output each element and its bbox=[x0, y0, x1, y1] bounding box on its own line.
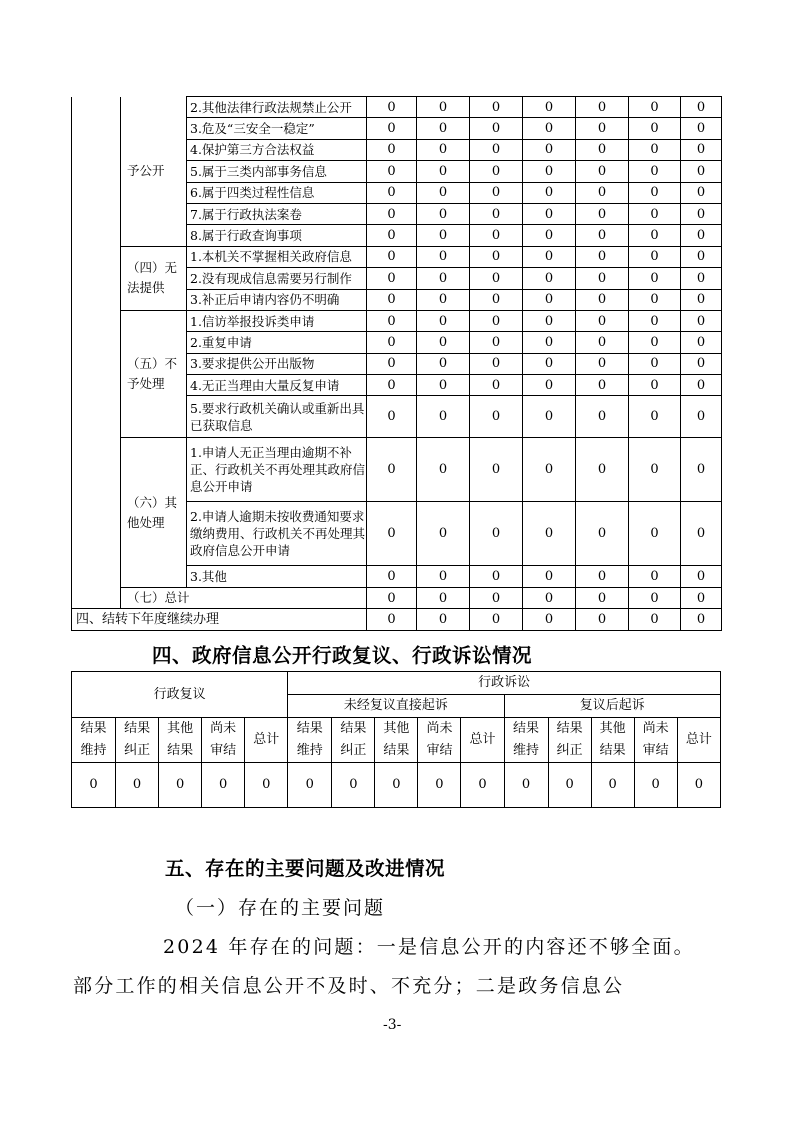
direct-suit-header: 未经复议直接起诉 bbox=[288, 695, 504, 718]
column-header: 结果 纠正 bbox=[548, 718, 591, 763]
value-cell: 0 bbox=[591, 763, 634, 808]
column-header: 结果 维持 bbox=[504, 718, 548, 763]
value-cell: 0 bbox=[417, 118, 470, 139]
value-cell: 0 bbox=[576, 438, 629, 502]
value-cell: 0 bbox=[367, 609, 417, 630]
value-cell: 0 bbox=[470, 268, 523, 289]
value-cell: 0 bbox=[367, 396, 417, 438]
value-cell: 0 bbox=[367, 161, 417, 182]
item-label: 6.属于四类过程性信息 bbox=[187, 182, 367, 203]
total-label: （七）总计 bbox=[121, 587, 367, 608]
column-header: 总计 bbox=[677, 718, 720, 763]
column-header: 尚未 审结 bbox=[418, 718, 461, 763]
section5-heading: 五、存在的主要问题及改进情况 bbox=[165, 857, 446, 880]
value-cell: 0 bbox=[548, 763, 591, 808]
carry-over-label: 四、结转下年度继续办理 bbox=[72, 609, 367, 630]
value-cell: 0 bbox=[470, 353, 523, 374]
value-cell: 0 bbox=[629, 353, 681, 374]
value-cell: 0 bbox=[417, 97, 470, 118]
column-header: 尚未 审结 bbox=[202, 718, 245, 763]
column-header: 其他 结果 bbox=[159, 718, 202, 763]
value-cell: 0 bbox=[681, 396, 722, 438]
item-label: 2.重复申请 bbox=[187, 332, 367, 353]
value-cell: 0 bbox=[576, 182, 629, 203]
value-cell: 0 bbox=[629, 203, 681, 224]
value-cell: 0 bbox=[523, 161, 576, 182]
column-header: 结果 维持 bbox=[288, 718, 332, 763]
item-label: 3.补正后申请内容仍不明确 bbox=[187, 289, 367, 310]
value-cell: 0 bbox=[417, 396, 470, 438]
item-label: 2.其他法律行政法规禁止公开 bbox=[187, 97, 367, 118]
column-header: 结果 纠正 bbox=[332, 718, 375, 763]
value-cell: 0 bbox=[367, 502, 417, 566]
value-cell: 0 bbox=[576, 502, 629, 566]
value-cell: 0 bbox=[523, 396, 576, 438]
value-cell: 0 bbox=[417, 332, 470, 353]
value-cell: 0 bbox=[417, 566, 470, 587]
value-cell: 0 bbox=[523, 353, 576, 374]
value-cell: 0 bbox=[634, 763, 677, 808]
item-label: 3.其他 bbox=[187, 566, 367, 587]
value-cell: 0 bbox=[681, 375, 722, 396]
value-cell: 0 bbox=[629, 182, 681, 203]
value-cell: 0 bbox=[681, 587, 722, 608]
value-cell: 0 bbox=[523, 438, 576, 502]
value-cell: 0 bbox=[681, 139, 722, 160]
category-label: （六）其他处理 bbox=[121, 438, 187, 587]
value-cell: 0 bbox=[367, 332, 417, 353]
value-cell: 0 bbox=[417, 268, 470, 289]
value-cell: 0 bbox=[470, 161, 523, 182]
admin-review-header: 行政复议 bbox=[72, 672, 288, 718]
value-cell: 0 bbox=[629, 97, 681, 118]
value-cell: 0 bbox=[523, 246, 576, 267]
value-cell: 0 bbox=[681, 609, 722, 630]
value-cell: 0 bbox=[470, 203, 523, 224]
value-cell: 0 bbox=[629, 310, 681, 331]
item-label: 7.属于行政执法案卷 bbox=[187, 203, 367, 224]
value-cell: 0 bbox=[576, 375, 629, 396]
value-cell: 0 bbox=[576, 310, 629, 331]
value-cell: 0 bbox=[367, 203, 417, 224]
value-cell: 0 bbox=[470, 396, 523, 438]
value-cell: 0 bbox=[470, 609, 523, 630]
value-cell: 0 bbox=[417, 438, 470, 502]
value-cell: 0 bbox=[576, 268, 629, 289]
value-cell: 0 bbox=[629, 268, 681, 289]
value-cell: 0 bbox=[681, 353, 722, 374]
value-cell: 0 bbox=[417, 225, 470, 246]
value-cell: 0 bbox=[470, 289, 523, 310]
category-label: （五）不予处理 bbox=[121, 310, 187, 438]
value-cell: 0 bbox=[523, 225, 576, 246]
value-cell: 0 bbox=[470, 587, 523, 608]
item-label: 1.申请人无正当理由逾期不补正、行政机关不再处理其政府信息公开申请 bbox=[187, 438, 367, 502]
column-header: 总计 bbox=[461, 718, 504, 763]
value-cell: 0 bbox=[367, 139, 417, 160]
value-cell: 0 bbox=[629, 161, 681, 182]
value-cell: 0 bbox=[245, 763, 288, 808]
item-label: 5.属于三类内部事务信息 bbox=[187, 161, 367, 182]
value-cell: 0 bbox=[504, 763, 548, 808]
value-cell: 0 bbox=[367, 225, 417, 246]
value-cell: 0 bbox=[576, 246, 629, 267]
item-label: 3.危及“三安全一稳定” bbox=[187, 118, 367, 139]
value-cell: 0 bbox=[681, 203, 722, 224]
value-cell: 0 bbox=[629, 246, 681, 267]
column-header: 尚未 审结 bbox=[634, 718, 677, 763]
page-number: -3- bbox=[383, 1017, 402, 1033]
value-cell: 0 bbox=[576, 609, 629, 630]
value-cell: 0 bbox=[523, 587, 576, 608]
value-cell: 0 bbox=[523, 97, 576, 118]
value-cell: 0 bbox=[332, 763, 375, 808]
value-cell: 0 bbox=[576, 161, 629, 182]
value-cell: 0 bbox=[159, 763, 202, 808]
category-label: （四）无法提供 bbox=[121, 246, 187, 310]
value-cell: 0 bbox=[681, 438, 722, 502]
value-cell: 0 bbox=[417, 182, 470, 203]
value-cell: 0 bbox=[629, 502, 681, 566]
value-cell: 0 bbox=[576, 289, 629, 310]
value-cell: 0 bbox=[576, 332, 629, 353]
value-cell: 0 bbox=[681, 182, 722, 203]
value-cell: 0 bbox=[367, 118, 417, 139]
value-cell: 0 bbox=[367, 182, 417, 203]
after-review-header: 复议后起诉 bbox=[504, 695, 720, 718]
value-cell: 0 bbox=[367, 587, 417, 608]
value-cell: 0 bbox=[367, 566, 417, 587]
value-cell: 0 bbox=[367, 353, 417, 374]
item-label: 4.保护第三方合法权益 bbox=[187, 139, 367, 160]
table-row bbox=[72, 438, 722, 502]
value-cell: 0 bbox=[576, 566, 629, 587]
value-cell: 0 bbox=[367, 97, 417, 118]
value-cell: 0 bbox=[470, 502, 523, 566]
value-cell: 0 bbox=[523, 332, 576, 353]
value-cell: 0 bbox=[681, 310, 722, 331]
value-cell: 0 bbox=[417, 203, 470, 224]
value-cell: 0 bbox=[523, 375, 576, 396]
value-cell: 0 bbox=[202, 763, 245, 808]
review-litigation-table bbox=[71, 671, 721, 808]
value-cell: 0 bbox=[629, 289, 681, 310]
value-cell: 0 bbox=[470, 139, 523, 160]
value-cell: 0 bbox=[523, 609, 576, 630]
value-cell: 0 bbox=[116, 763, 159, 808]
value-cell: 0 bbox=[681, 332, 722, 353]
category-label: 予公开 bbox=[121, 97, 187, 247]
value-cell: 0 bbox=[523, 310, 576, 331]
disposal-table bbox=[71, 96, 722, 631]
value-cell: 0 bbox=[417, 502, 470, 566]
value-cell: 0 bbox=[72, 763, 116, 808]
value-cell: 0 bbox=[367, 438, 417, 502]
value-cell: 0 bbox=[576, 225, 629, 246]
value-cell: 0 bbox=[681, 225, 722, 246]
value-cell: 0 bbox=[470, 225, 523, 246]
value-cell: 0 bbox=[629, 118, 681, 139]
value-cell: 0 bbox=[576, 203, 629, 224]
value-cell: 0 bbox=[677, 763, 720, 808]
item-label: 5.要求行政机关确认或重新出具已获取信息 bbox=[187, 396, 367, 438]
value-cell: 0 bbox=[367, 375, 417, 396]
value-cell: 0 bbox=[470, 97, 523, 118]
value-cell: 0 bbox=[461, 763, 504, 808]
value-cell: 0 bbox=[417, 375, 470, 396]
total-row bbox=[72, 587, 722, 608]
table-row bbox=[72, 310, 722, 331]
value-cell: 0 bbox=[417, 609, 470, 630]
section5-subheading: （一）存在的主要问题 bbox=[175, 897, 386, 919]
value-cell: 0 bbox=[629, 139, 681, 160]
value-cell: 0 bbox=[576, 587, 629, 608]
value-cell: 0 bbox=[417, 161, 470, 182]
carry-over-row bbox=[72, 609, 722, 630]
value-cell: 0 bbox=[629, 609, 681, 630]
item-label: 3.要求提供公开出版物 bbox=[187, 353, 367, 374]
column-header: 其他 结果 bbox=[591, 718, 634, 763]
value-cell: 0 bbox=[418, 763, 461, 808]
column-header: 结果 维持 bbox=[72, 718, 116, 763]
value-cell: 0 bbox=[629, 332, 681, 353]
body-paragraph-line2: 部分工作的相关信息公开不及时、不充分；二是政务信息公 bbox=[73, 975, 625, 997]
admin-litigation-header: 行政诉讼 bbox=[288, 672, 721, 695]
value-cell: 0 bbox=[417, 246, 470, 267]
value-cell: 0 bbox=[576, 118, 629, 139]
value-cell: 0 bbox=[576, 353, 629, 374]
table-row bbox=[72, 246, 722, 267]
item-label: 8.属于行政查询事项 bbox=[187, 225, 367, 246]
outer-group-cell bbox=[72, 97, 121, 609]
value-cell: 0 bbox=[629, 396, 681, 438]
value-cell: 0 bbox=[417, 353, 470, 374]
value-cell: 0 bbox=[576, 97, 629, 118]
value-cell: 0 bbox=[681, 97, 722, 118]
value-cell: 0 bbox=[523, 268, 576, 289]
value-cell: 0 bbox=[417, 139, 470, 160]
value-cell: 0 bbox=[681, 566, 722, 587]
item-label: 2.申请人逾期未按收费通知要求缴纳费用、行政机关不再处理其政府信息公开申请 bbox=[187, 502, 367, 566]
value-cell: 0 bbox=[523, 139, 576, 160]
value-cell: 0 bbox=[629, 566, 681, 587]
column-header: 其他 结果 bbox=[375, 718, 418, 763]
table-row bbox=[72, 97, 722, 118]
value-cell: 0 bbox=[629, 587, 681, 608]
value-cell: 0 bbox=[367, 246, 417, 267]
section4-heading: 四、政府信息公开行政复议、行政诉讼情况 bbox=[152, 644, 533, 667]
value-cell: 0 bbox=[470, 438, 523, 502]
item-label: 2.没有现成信息需要另行制作 bbox=[187, 268, 367, 289]
value-cell: 0 bbox=[523, 502, 576, 566]
value-cell: 0 bbox=[417, 587, 470, 608]
value-cell: 0 bbox=[375, 763, 418, 808]
value-cell: 0 bbox=[681, 118, 722, 139]
value-cell: 0 bbox=[576, 139, 629, 160]
value-cell: 0 bbox=[367, 289, 417, 310]
value-cell: 0 bbox=[470, 310, 523, 331]
value-cell: 0 bbox=[523, 566, 576, 587]
value-cell: 0 bbox=[629, 375, 681, 396]
value-cell: 0 bbox=[470, 118, 523, 139]
value-cell: 0 bbox=[470, 332, 523, 353]
value-cell: 0 bbox=[523, 289, 576, 310]
value-cell: 0 bbox=[523, 118, 576, 139]
value-cell: 0 bbox=[629, 225, 681, 246]
value-cell: 0 bbox=[470, 246, 523, 267]
value-cell: 0 bbox=[629, 438, 681, 502]
value-cell: 0 bbox=[417, 310, 470, 331]
value-cell: 0 bbox=[523, 182, 576, 203]
item-label: 1.本机关不掌握相关政府信息 bbox=[187, 246, 367, 267]
value-cell: 0 bbox=[367, 310, 417, 331]
value-cell: 0 bbox=[576, 396, 629, 438]
value-cell: 0 bbox=[470, 375, 523, 396]
value-cell: 0 bbox=[681, 289, 722, 310]
value-cell: 0 bbox=[681, 502, 722, 566]
body-paragraph-line1: 2024 年存在的问题：一是信息公开的内容还不够全面。 bbox=[163, 936, 695, 958]
value-cell: 0 bbox=[681, 246, 722, 267]
item-label: 4.无正当理由大量反复申请 bbox=[187, 375, 367, 396]
value-cell: 0 bbox=[367, 268, 417, 289]
value-cell: 0 bbox=[681, 161, 722, 182]
value-cell: 0 bbox=[417, 289, 470, 310]
value-cell: 0 bbox=[288, 763, 332, 808]
column-header: 结果 纠正 bbox=[116, 718, 159, 763]
value-cell: 0 bbox=[470, 566, 523, 587]
value-cell: 0 bbox=[470, 182, 523, 203]
column-header: 总计 bbox=[245, 718, 288, 763]
value-cell: 0 bbox=[523, 203, 576, 224]
value-cell: 0 bbox=[681, 268, 722, 289]
item-label: 1.信访举报投诉类申请 bbox=[187, 310, 367, 331]
